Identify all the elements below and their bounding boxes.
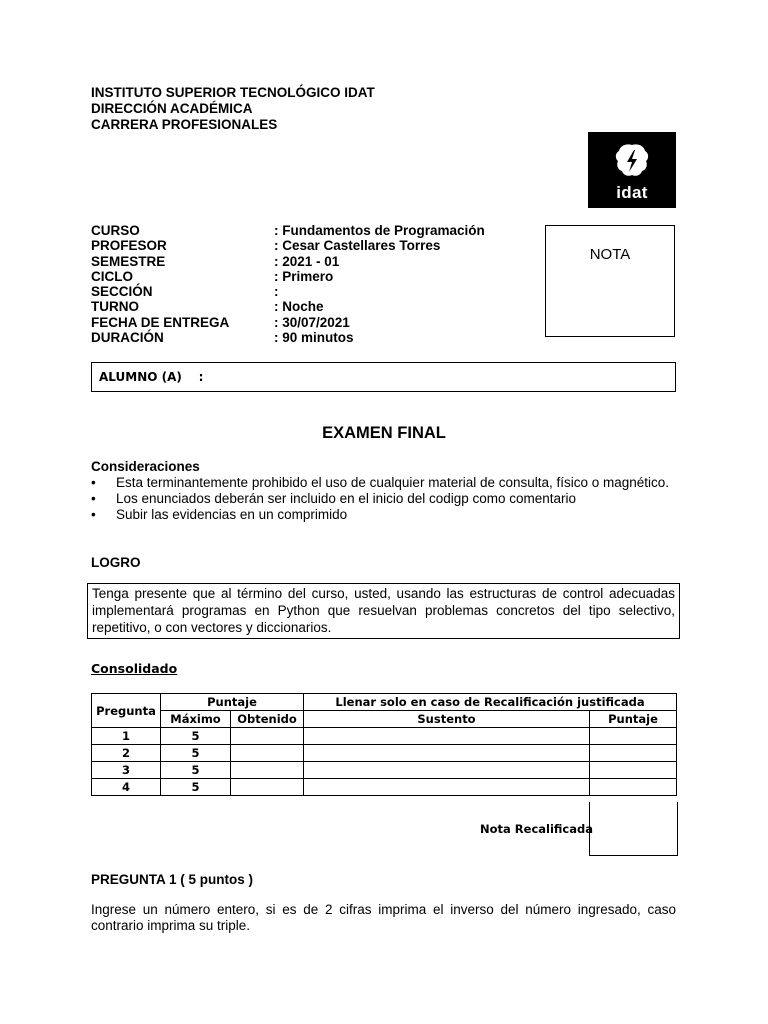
cell-obtenido[interactable] [231,728,304,745]
info-row-profesor [91,238,485,253]
consideraciones-list [91,475,676,522]
header-puntaje: Puntaje [161,694,304,711]
nota-box[interactable] [545,225,675,337]
cell-sustento[interactable] [304,728,590,745]
info-row-duracion [91,330,485,345]
brain-bolt-icon [614,142,650,182]
header-pregunta: Pregunta [92,694,161,728]
info-value: : Fundamentos de Programación [274,223,485,238]
cell-pregunta: 4 [92,779,161,796]
info-value: : 90 minutos [274,330,354,346]
cell-obtenido[interactable] [231,745,304,762]
cell-maximo: 5 [161,779,231,796]
info-label: SECCIÓN [91,284,153,300]
info-label: SEMESTRE [91,253,166,269]
list-item: • Subir las evidencias en un comprimido [91,507,676,523]
cell-maximo: 5 [161,762,231,779]
info-label: CURSO [91,223,140,238]
cell-maximo: 5 [161,728,231,745]
header-recalificacion: Llenar solo en caso de Recalificación justificada [304,694,677,711]
info-row-turno [91,299,485,314]
info-row-seccion [91,284,485,299]
cell-pregunta: 1 [92,728,161,745]
cell-pregunta: 2 [92,745,161,762]
table-row [92,745,677,762]
logo-text: idat [616,183,648,202]
info-label: DURACIÓN [91,330,164,346]
info-label: PROFESOR [91,238,167,254]
info-row-fecha [91,315,485,330]
career-name: CARRERA PROFESIONALES [91,117,278,132]
idat-logo [588,132,676,208]
list-item: • Los enunciados deberán ser incluido en el inicio del codigp como comentario [91,491,676,507]
info-label: CICLO [91,268,133,284]
cell-puntaje[interactable] [590,779,677,796]
info-value: : Primero [274,268,334,284]
header-sustento: Sustento [304,711,590,728]
cell-maximo: 5 [161,745,231,762]
table-row [92,779,677,796]
logro-text: Tenga presente que al término del curso, usted, usando las estructuras de control adecuadas implementará programas en Python que resuelvan problemas concretos del tipo selectivo, repetitivo, o con vectores y diccionarios. [87,583,680,639]
cell-obtenido[interactable] [231,779,304,796]
cell-pregunta: 3 [92,762,161,779]
info-value: : Cesar Castellares Torres [274,238,441,254]
table-header-row [92,694,677,711]
list-item: • Esta terminantemente prohibido el uso de cualquier material de consulta, físico o magnético. [91,475,676,491]
nota-recalificada-box[interactable] [589,802,678,856]
cell-sustento[interactable] [304,779,590,796]
info-value: : [274,284,279,300]
header-maximo: Máximo [161,711,231,728]
info-row-semestre [91,254,485,269]
info-value: : 2021 - 01 [274,253,340,269]
cell-puntaje[interactable] [590,728,677,745]
table-subheader-row [92,711,677,728]
pregunta1-text: Ingrese un número entero, si es de 2 cifras imprima el inverso del número ingresado, caso contrario imprima su triple. [91,902,676,933]
cell-obtenido[interactable] [231,762,304,779]
info-value: : Noche [274,299,324,315]
cell-puntaje[interactable] [590,745,677,762]
pregunta1-title: PREGUNTA 1 ( 5 puntos ) [91,872,253,887]
info-label: FECHA DE ENTREGA [91,314,230,330]
alumno-field[interactable] [91,362,676,392]
cell-sustento[interactable] [304,745,590,762]
institution-name: INSTITUTO SUPERIOR TECNOLÓGICO IDAT [91,85,375,100]
consideraciones-title: Consideraciones [91,459,200,474]
info-label: TURNO [91,299,139,315]
nota-label: NOTA [589,246,631,263]
cell-sustento[interactable] [304,762,590,779]
cell-puntaje[interactable] [590,762,677,779]
alumno-label: ALUMNO (A) : [99,370,204,384]
table-row [92,728,677,745]
table-row [92,762,677,779]
header-puntaje-recal: Puntaje [590,711,677,728]
consolidado-table [91,693,677,796]
info-value: : 30/07/2021 [274,314,350,330]
course-info [91,223,485,345]
info-row-ciclo [91,269,485,284]
info-row-curso [91,223,485,238]
institution-header [91,85,375,133]
header-obtenido: Obtenido [231,711,304,728]
exam-title: EXAMEN FINAL [322,424,446,442]
logro-title: LOGRO [91,555,141,570]
direction-name: DIRECCIÓN ACADÉMICA [91,101,253,116]
consolidado-title: Consolidado [91,661,178,676]
nota-recalificada-label: Nota Recalificada [480,822,593,836]
